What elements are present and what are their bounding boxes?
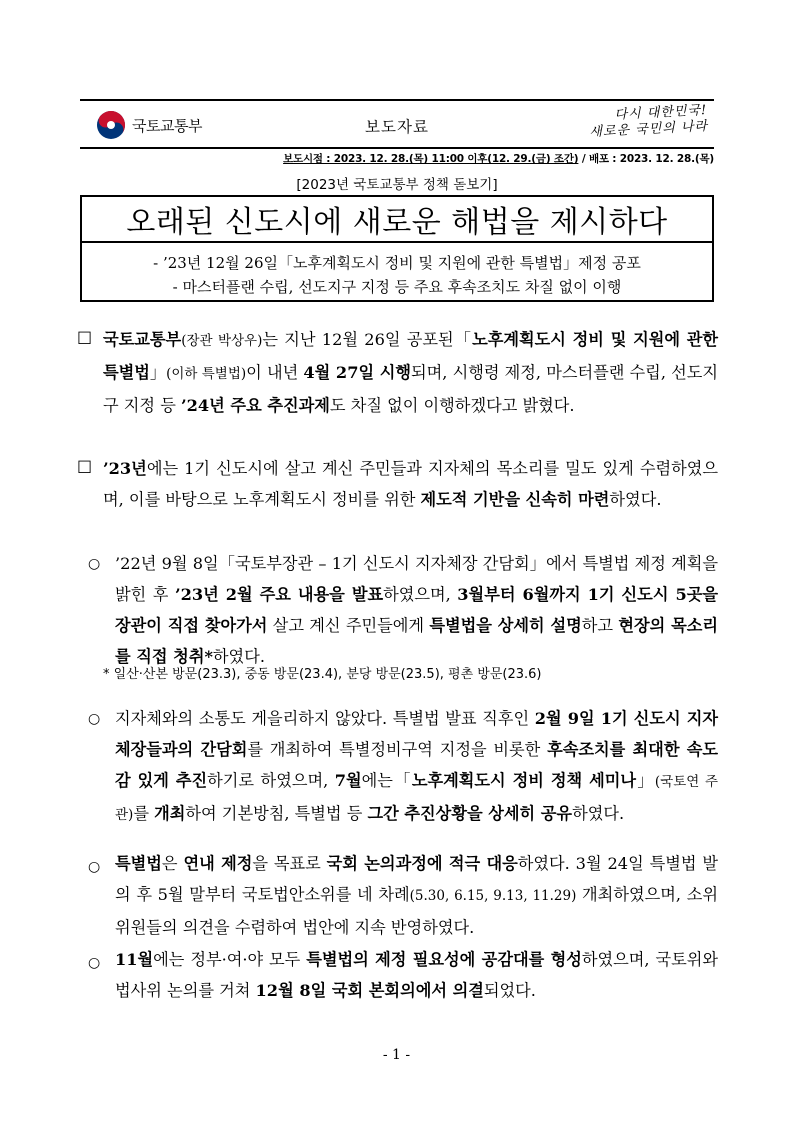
text-bold: ’23년 2월 주요 내용을 발표	[174, 585, 384, 604]
release-separator: /	[578, 153, 589, 165]
slogan-line-1: 다시 대한민국!	[614, 102, 708, 123]
text-bold: 2월 9일 1기 신도시 지자체장들과의 간담회	[115, 709, 718, 759]
text: ’22년 9월 8일「국토부장관 – 1기 신도시 지자체장 간담회」에서 특별법 제정 계획을 밝힌 후	[115, 554, 718, 604]
distribution-date: 배포 : 2023. 12. 28.(목)	[588, 153, 714, 165]
press-header	[80, 99, 714, 149]
text: 되었다.	[483, 981, 536, 1000]
page-title: 오래된 신도시에 새로운 해법을 제시하다	[126, 205, 668, 240]
text-note: (이하 특별법)	[166, 366, 247, 382]
text-bold: 후속조치를 최대한 속도감 있게 추진	[115, 740, 718, 790]
text-bold: 현장의 목소리를 직접 청취*	[115, 616, 718, 666]
text-bold: 11월	[115, 950, 154, 969]
text-bold: 4월 27일 시행	[303, 363, 412, 382]
text: 를	[133, 804, 155, 823]
text: 」	[636, 771, 655, 790]
text-bold: 개최	[154, 804, 186, 823]
slogan	[589, 103, 709, 141]
text: 하기로 하였으며,	[207, 771, 335, 790]
paragraph-1	[103, 324, 718, 421]
text-bold: 국토교통부	[103, 330, 182, 349]
text: 하였으며,	[383, 585, 458, 604]
bullet-paragraph-1	[115, 548, 718, 672]
text: 에는 1기 신도시에 살고 계신 주민들과 지자체의 목소리를 밀도 있게 수렴하였으며, 이를 바탕으로 노후계획도시 정비를 위한	[103, 459, 718, 509]
title-box	[80, 195, 714, 243]
ministry-logo-text: 국토교통부	[132, 116, 202, 135]
subtitle-1: - ’23년 12월 26일「노후계획도시 정비 및 지원에 관한 특별법」제정 공포	[153, 254, 641, 272]
text: 하였다. 3월 24일 특별법 발의 후 5월 말부터 국토법안소위를 네 차례	[115, 854, 719, 904]
embargo-time: 보도시점 : 2023. 12. 28.(목) 11:00 이후(12. 29.(금) 조간)	[283, 153, 579, 165]
text: 지자체와의 소통도 게을리하지 않았다. 특별법 발표 직후인	[115, 709, 535, 728]
square-bullet: □	[77, 327, 93, 346]
bullet-paragraph-2	[115, 703, 718, 831]
text: 하였다.	[572, 804, 625, 823]
text-bold: 특별법을 상세히 설명	[429, 616, 582, 635]
circle-bullet: ○	[88, 955, 101, 971]
text: 도 차질 없이 이행하겠다고 밝혔다.	[329, 396, 575, 415]
text: 은	[161, 854, 184, 873]
text: 살고 계신 주민들에게	[267, 616, 430, 635]
text: 」	[149, 363, 167, 382]
subtitle-2: - 마스터플랜 수립, 선도지구 지정 등 주요 후속조치도 차질 없이 이행	[172, 278, 622, 296]
text: 하여 기본방침, 특별법 등	[185, 804, 368, 823]
series-label: [2023년 국토교통부 정책 돋보기]	[296, 177, 498, 193]
bullet-paragraph-3	[115, 848, 718, 943]
text-bold: 그간 추진상황을 상세히 공유	[367, 804, 573, 823]
text: 을 목표로	[252, 854, 327, 873]
text-bold: 노후계획도시 정비 및 지원에 관한 특별법	[103, 330, 719, 382]
subtitle-box	[80, 243, 714, 302]
text-note: (5.30, 6.15, 9.13, 11.29)	[409, 888, 577, 904]
text-bold: 제도적 기반을 신속히 마련	[420, 490, 610, 509]
page-number: - 1 -	[382, 1047, 411, 1063]
text: 는 지난 12월 26일 공포된「	[262, 330, 473, 349]
text: 하였다.	[212, 647, 265, 666]
paragraph-2	[103, 453, 718, 515]
text-bold: 3월부터 6월까지 1기 신도시 5곳을 장관이 직접 찾아가서	[115, 585, 718, 635]
text-bold: ’24년 주요 추진과제	[181, 396, 330, 415]
text: 되며, 시행령 제정, 마스터플랜 수립, 선도지구 지정 등	[103, 363, 719, 415]
square-bullet: □	[77, 456, 93, 475]
text-bold: 특별법의 제정 필요성에 공감대를 형성	[306, 950, 582, 969]
text-bold: 국회 논의과정에 적극 대응	[326, 854, 518, 873]
footnote: * 일산·산본 방문(23.3), 중동 방문(23.4), 분당 방문(23.5), 평촌 방문(23.6)	[103, 667, 542, 682]
text: 개최하였으며, 소위위원들의 의견을 수렴하여 법안에 지속 반영하였다.	[115, 885, 718, 937]
text-bold: 연내 제정	[183, 854, 253, 873]
text: 하고	[581, 616, 619, 635]
text-bold: 노후계획도시 정비 정책 세미나	[411, 771, 637, 790]
release-info	[80, 151, 714, 166]
text: 이 내년	[246, 363, 304, 382]
text-note: (국토연 주관)	[115, 774, 718, 823]
text: 하였으며, 국토위와 법사위 논의를 거쳐	[115, 950, 718, 1000]
text: 를 개최하여 특별정비구역 지정을 비롯한	[247, 740, 548, 759]
press-release-label: 보도자료	[365, 118, 429, 136]
text: 에는「	[361, 771, 412, 790]
text-bold: 특별법	[115, 854, 162, 873]
circle-bullet: ○	[88, 556, 101, 572]
text-bold: 12월 8일 국회 본회의에서 의결	[255, 981, 484, 1000]
text-note: (장관 박상우)	[181, 333, 263, 349]
text-bold: ’23년	[103, 459, 147, 478]
text-bold: 7월	[334, 771, 362, 790]
circle-bullet: ○	[88, 711, 101, 727]
text: 에는 정부·여·야 모두	[153, 950, 307, 969]
text: 하였다.	[609, 490, 662, 509]
slogan-line-2: 새로운 국민의 나라	[589, 118, 709, 141]
circle-bullet: ○	[88, 859, 101, 875]
bullet-paragraph-4	[115, 944, 718, 1006]
